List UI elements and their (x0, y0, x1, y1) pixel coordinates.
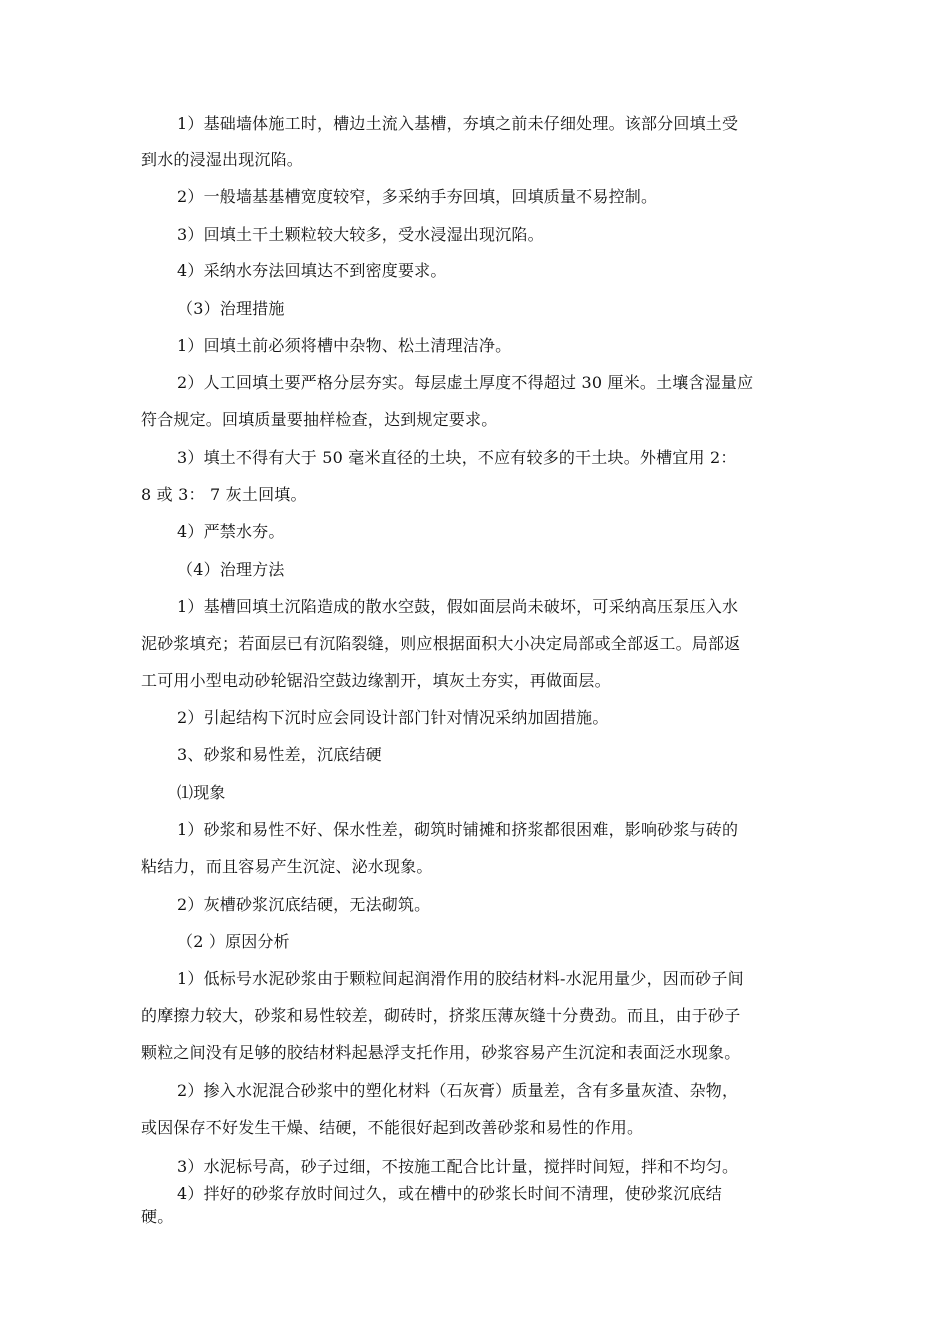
paragraph-line: 或因保存不好发生干燥、结硬，不能很好起到改善砂浆和易性的作用。 (141, 1118, 644, 1137)
section-heading: （4）治理方法 (177, 560, 285, 579)
paragraph-line: 工可用小型电动砂轮锯沿空鼓边缘割开，填灰土夯实，再做面层。 (141, 671, 611, 690)
paragraph-line: 符合规定。回填质量要抽样检查，达到规定要求。 (141, 410, 498, 429)
paragraph-line: 硬。 (141, 1207, 174, 1226)
section-heading: （3）治理措施 (177, 299, 285, 318)
paragraph-line: 1）回填土前必须将槽中杂物、松土清理洁净。 (177, 336, 512, 355)
paragraph-line: 3）回填土干土颗粒较大较多，受水浸湿出现沉陷。 (177, 225, 544, 244)
section-heading: 3、砂浆和易性差，沉底结硬 (177, 745, 382, 764)
paragraph-line: 的摩擦力较大，砂浆和易性较差，砌砖时，挤浆压薄灰缝十分费劲。而且，由于砂子 (141, 1006, 741, 1025)
paragraph-line: 泥砂浆填充；若面层已有沉陷裂缝，则应根据面积大小决定局部或全部返工。局部返 (141, 634, 741, 653)
paragraph-line: 2）一般墙基基槽宽度较窄，多采纳手夯回填，回填质量不易控制。 (177, 187, 658, 206)
paragraph-line: 3）水泥标号高，砂子过细，不按施工配合比计量，搅拌时间短，拌和不均匀。 (177, 1157, 739, 1176)
paragraph-line: 8 或 3： 7 灰土回填。 (141, 485, 307, 504)
paragraph-line: 4）严禁水夯。 (177, 522, 285, 541)
section-heading: （2 ）原因分析 (177, 932, 290, 951)
paragraph-line: 颗粒之间没有足够的胶结材料起悬浮支托作用，砂浆容易产生沉淀和表面泛水现象。 (141, 1043, 741, 1062)
section-heading: ⑴现象 (177, 783, 226, 802)
paragraph-line: 到水的浸湿出现沉陷。 (141, 150, 304, 169)
paragraph-line: 2）引起结构下沉时应会同设计部门针对情况采纳加固措施。 (177, 708, 609, 727)
paragraph-line: 1）低标号水泥砂浆由于颗粒间起润滑作用的胶结材料-水泥用量少，因而砂子间 (177, 969, 744, 988)
paragraph-line: 4）采纳水夯法回填达不到密度要求。 (177, 261, 447, 280)
paragraph-line: 粘结力，而且容易产生沉淀、泌水现象。 (141, 857, 433, 876)
paragraph-line: 3）填土不得有大于 50 毫米直径的土块，不应有较多的干土块。外槽宜用 2： (177, 448, 737, 467)
paragraph-line: 1）基础墙体施工时，槽边土流入基槽，夯填之前未仔细处理。该部分回填土受 (177, 114, 739, 133)
paragraph-line: 2）掺入水泥混合砂浆中的塑化材料（石灰膏）质量差，含有多量灰渣、杂物， (177, 1081, 739, 1100)
paragraph-line: 1）基槽回填土沉陷造成的散水空鼓，假如面层尚未破坏，可采纳高压泵压入水 (177, 597, 739, 616)
paragraph-line: 2）人工回填土要严格分层夯实。每层虚土厚度不得超过 30 厘米。土壤含湿量应 (177, 373, 754, 392)
paragraph-line: 1）砂浆和易性不好、保水性差，砌筑时铺摊和挤浆都很困难，影响砂浆与砖的 (177, 820, 739, 839)
paragraph-line: 2）灰槽砂浆沉底结硬，无法砌筑。 (177, 895, 431, 914)
paragraph-line: 4）拌好的砂浆存放时间过久，或在槽中的砂浆长时间不清理，使砂浆沉底结 (177, 1184, 722, 1203)
